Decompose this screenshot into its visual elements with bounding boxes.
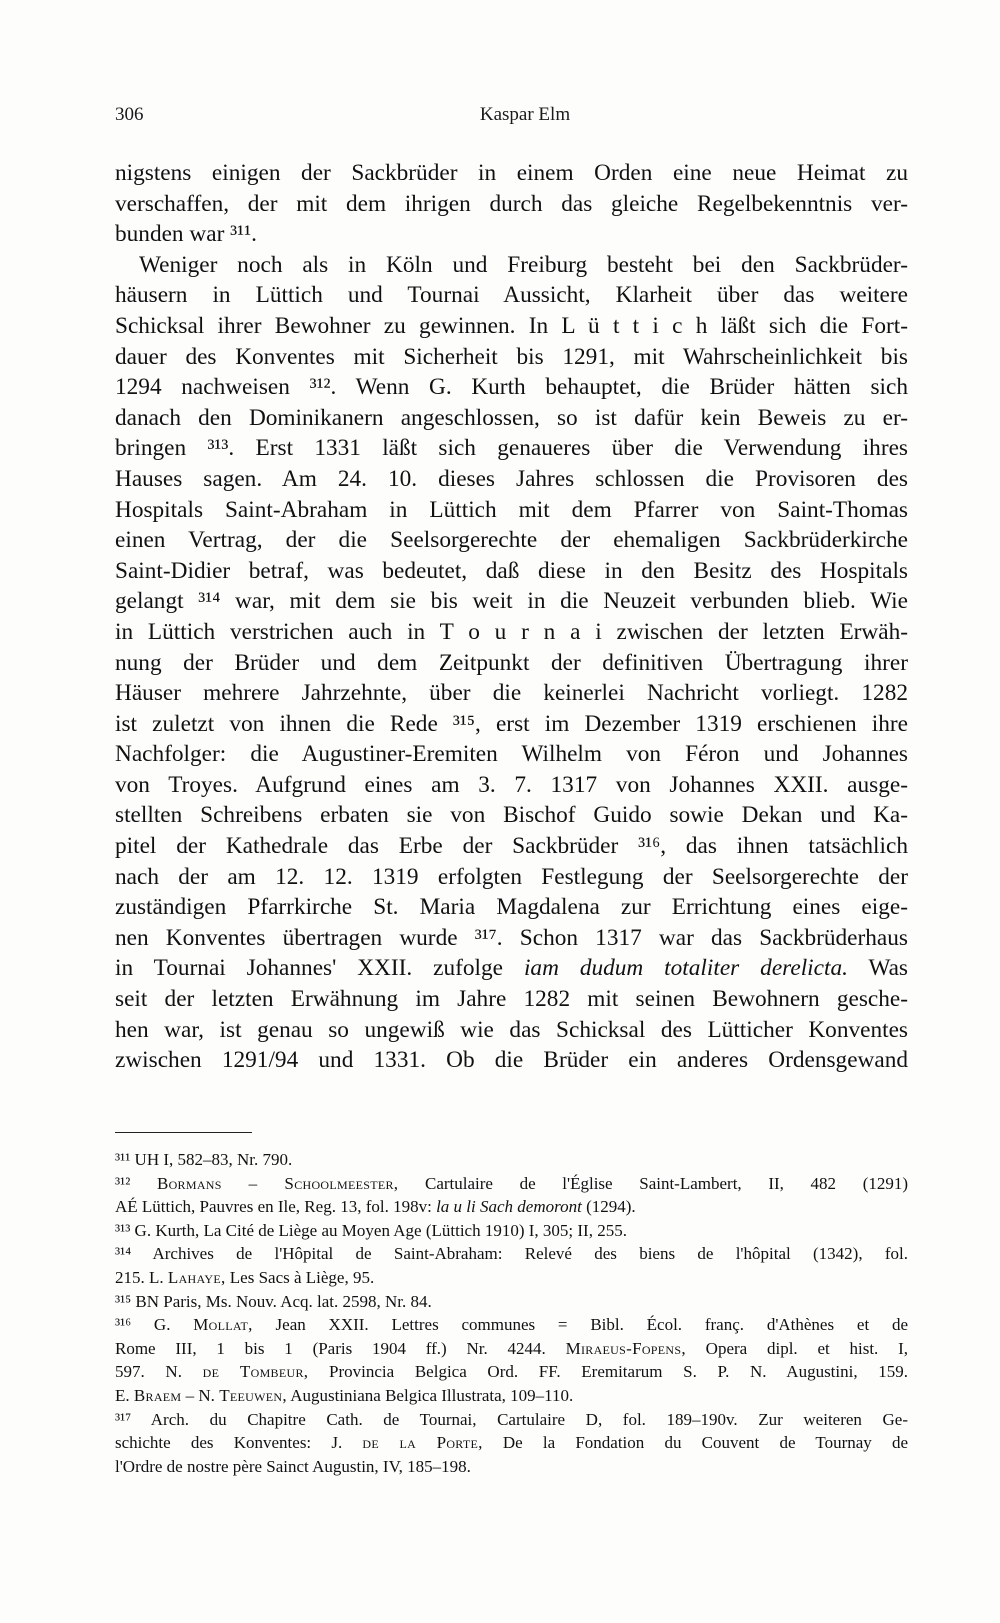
author-smallcaps: de Tombeur, <box>202 1362 309 1382</box>
running-title: Kaspar Elm <box>479 104 571 125</box>
body-line: Hauses sagen. Am 24. 10. dieses Jahres schlossen die Provisoren des <box>115 465 908 492</box>
footnote-text: Opera dipl. et hist. I, <box>705 1338 909 1358</box>
footnote-text: E. <box>115 1385 130 1405</box>
body-line: nigstens einigen der Sackbrüder in einem Orden eine neue Heimat zu <box>115 160 908 186</box>
body-line: nen Konventes übertragen wurde ³¹⁷. Schon 1317 war das Sackbrüderhaus <box>115 924 908 951</box>
footnote-317-cont <box>115 1431 908 1455</box>
body-line: Nachfolger: die Augustiner-Eremiten Wilhelm von Féron und Johannes <box>115 741 908 768</box>
body-line: verschaffen, der mit dem ihrigen durch das gleiche Regelbekenntnis ver- <box>115 190 908 217</box>
author-smallcaps: Braem <box>133 1385 182 1405</box>
footnote-text: Provincia Belgica Ord. FF. Eremitarum S. P. N. Augustini, 159. <box>329 1362 909 1382</box>
footnote-314-cont <box>115 1266 908 1290</box>
footnote-316 <box>115 1313 908 1337</box>
body-line: Häuser mehrere Jahrzehnte, über die keinerlei Nachricht vorliegt. 1282 <box>115 680 908 707</box>
body-line: dauer des Konventes mit Sicherheit bis 1291, mit Wahrscheinlichkeit bis <box>115 343 908 370</box>
footnote-text: De la Fondation du Couvent de Tournay de <box>502 1433 909 1453</box>
body-line: Hospitals Saint-Abraham in Lüttich mit dem Pfarrer von Saint-Thomas <box>115 496 908 523</box>
footnote-text: 597. N. <box>115 1362 182 1382</box>
footnote-text: (1294). <box>586 1197 636 1217</box>
body-line: in Lüttich verstrichen auch in T o u r n a i zwischen der letzten Erwäh- <box>115 618 908 645</box>
body-line: ist zuletzt von ihnen die Rede ³¹⁵, erst im Dezember 1319 erschienen ihre <box>115 710 908 737</box>
body-line: gelangt ³¹⁴ war, mit dem sie bis weit in die Neuzeit verbunden blieb. Wie <box>115 588 908 615</box>
footnote-text: – N. <box>185 1385 215 1405</box>
footnote-314: ³¹⁴ Archives de l'Hôpital de Saint-Abraham: Relevé des biens de l'hôpital (1342), fol. <box>115 1244 908 1264</box>
body-text <box>115 158 908 1076</box>
author-smallcaps: de la Porte, <box>362 1433 483 1453</box>
footnote-separator-rule <box>115 1132 252 1133</box>
italic-quote: la u li Sach demoront <box>436 1197 582 1217</box>
body-line: häusern in Lüttich und Tournai Aussicht, Klarheit über das weitere <box>115 282 908 309</box>
footnote-316-cont <box>115 1360 908 1384</box>
footnote-text: Augustiniana Belgica Illustrata, 109–110. <box>290 1385 574 1405</box>
footnote-312 <box>115 1172 908 1196</box>
body-line: bringen ³¹³. Erst 1331 läßt sich genaueres über die Verwendung ihres <box>115 435 908 462</box>
body-line-segment: in Tournai Johannes' XXII. zufolge <box>115 955 504 982</box>
body-line: 1294 nachweisen ³¹². Wenn G. Kurth behauptet, die Brüder hätten sich <box>115 374 908 401</box>
body-line: Schicksal ihrer Bewohner zu gewinnen. In L ü t t i c h läßt sich die Fort- <box>115 312 908 339</box>
footnote-315: ³¹⁵ BN Paris, Ms. Nouv. Acq. lat. 2598, Nr. 84. <box>115 1291 432 1311</box>
footnote-316-cont <box>115 1337 908 1361</box>
footnote-text: Rome III, 1 bis 1 (Paris 1904 ff.) Nr. 4244. <box>115 1338 546 1358</box>
body-line: nach der am 12. 12. 1319 erfolgten Festlegung der Seelsorgerechte der <box>115 863 908 890</box>
body-line: Saint-Didier betraf, was bedeutet, daß diese in den Besitz des Hospitals <box>115 557 908 584</box>
body-line: zuständigen Pfarrkirche St. Maria Magdalena zur Errichtung eines eige- <box>115 894 908 921</box>
body-line: danach den Dominikanern angeschlossen, so ist dafür kein Beweis zu er- <box>115 404 908 431</box>
footnote-316-cont <box>115 1384 908 1408</box>
footnote-313: ³¹³ G. Kurth, La Cité de Liège au Moyen Age (Lüttich 1910) I, 305; II, 255. <box>115 1220 627 1240</box>
footnote-number: ³¹² <box>115 1173 131 1193</box>
body-line: von Troyes. Aufgrund eines am 3. 7. 1317 von Johannes XXII. ausge- <box>115 771 908 798</box>
footnote-text: ³¹⁶ G. <box>115 1315 171 1335</box>
footnote-text: Les Sacs à Liège, 95. <box>229 1267 375 1287</box>
body-line: nung der Brüder und dem Zeitpunkt der definitiven Übertragung ihrer <box>115 649 908 676</box>
footnote-text: Jean XXII. Lettres communes = Bibl. Écol. franç. d'Athènes et de <box>275 1315 909 1335</box>
body-line: einen Vertrag, der die Seelsorgerechte der ehemaligen Sackbrüderkirche <box>115 527 908 554</box>
page-number: 306 <box>115 104 144 125</box>
body-line: Weniger noch als in Köln und Freiburg besteht bei den Sackbrüder- <box>139 251 908 278</box>
footnote-text: Cartulaire de l'Église Saint-Lambert, II, 482 (1291) <box>425 1173 909 1193</box>
body-line-with-italic <box>115 953 908 984</box>
footnote-317-cont: l'Ordre de nostre père Sainct Augustin, IV, 185–198. <box>115 1456 471 1476</box>
body-line: bunden war ³¹¹. <box>115 221 257 248</box>
author-smallcaps: Mollat, <box>193 1315 253 1335</box>
author-smallcaps: Lahaye, <box>167 1267 226 1287</box>
footnote-text: schichte des Konventes: J. <box>115 1433 343 1453</box>
body-line: zwischen 1291/94 und 1331. Ob die Brüder ein anderes Ordensgewand <box>115 1047 908 1074</box>
author-smallcaps: Miraeus-Fopens, <box>565 1338 686 1358</box>
footnote-311: ³¹¹ UH I, 582–83, Nr. 790. <box>115 1150 293 1169</box>
body-line: seit der letzten Erwähnung im Jahre 1282 mit seinen Bewohnern gesche- <box>115 986 908 1013</box>
footnotes <box>115 1148 908 1478</box>
author-smallcaps: Teeuwen, <box>219 1385 287 1405</box>
italic-latin-quote: iam dudum totaliter derelicta. <box>523 955 848 982</box>
footnote-text: AÉ Lüttich, Pauvres en Ile, Reg. 13, fol. 198v: <box>115 1197 432 1217</box>
running-head <box>115 104 915 132</box>
body-line: hen war, ist genau so ungewiß wie das Schicksal des Lütticher Konventes <box>115 1016 908 1043</box>
body-line: stellten Schreibens erbaten sie von Bischof Guido sowie Dekan und Ka- <box>115 802 908 829</box>
footnote-317: ³¹⁷ Arch. du Chapitre Cath. de Tournai, Cartulaire D, fol. 189–190v. Zur weiteren Ge- <box>115 1409 908 1429</box>
body-line-segment: Was <box>868 955 908 982</box>
footnote-text: 215. L. <box>115 1267 164 1287</box>
author-smallcaps: Bormans – Schoolmeester, <box>156 1173 399 1193</box>
footnote-312-cont <box>115 1195 908 1219</box>
body-line: pitel der Kathedrale das Erbe der Sackbrüder ³¹⁶, das ihnen tatsächlich <box>115 833 908 860</box>
